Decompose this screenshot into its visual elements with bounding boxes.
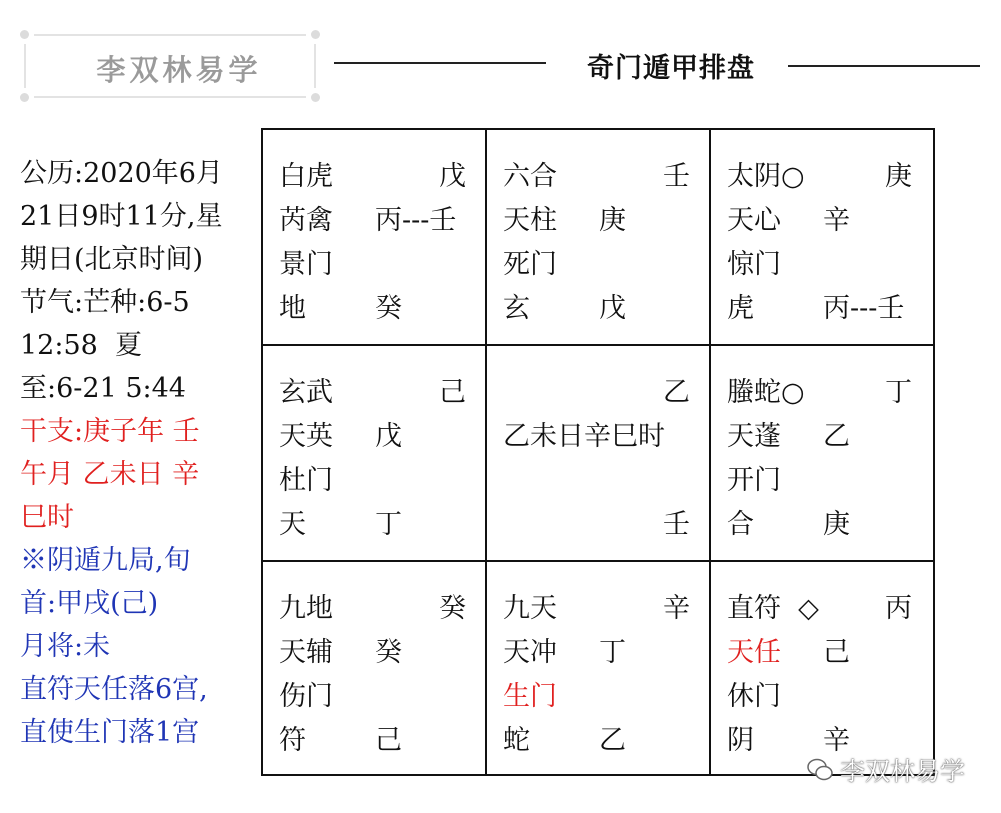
palace-heaven-stem: 乙 (663, 377, 690, 408)
palace-star: 天心 (727, 205, 781, 236)
palace-god: 螣蛇○ (727, 377, 805, 408)
palace-earth-stem: 辛 (823, 725, 850, 756)
info-line-ju: 月将:未 (20, 631, 111, 662)
info-line-ju: 直使生门落1宫 (20, 717, 200, 748)
palace-door: 死门 (503, 249, 557, 280)
palace-star-highlight: 天任 (727, 637, 781, 668)
palace-star: 天辅 (279, 637, 333, 668)
title-rule-right (788, 65, 980, 67)
palace-2 (709, 128, 933, 344)
palace-door: 景门 (279, 249, 333, 280)
palace-5-center (485, 344, 709, 560)
palace-god: 白虎 (279, 161, 333, 192)
watermark-text: 李双林易学 (840, 757, 966, 786)
info-panel (20, 152, 255, 754)
palace-earth-god: 玄 (503, 293, 530, 324)
palace-star-stem: 庚 (599, 205, 626, 236)
palace-7 (709, 344, 933, 560)
info-line-ganzhi: 午月 乙未日 辛 (20, 459, 200, 490)
palace-door-highlight: 生门 (503, 681, 557, 712)
palace-earth-stem: 戊 (599, 293, 626, 324)
palace-star-stem: 癸 (375, 637, 402, 668)
palace-heaven-stem: 丁 (885, 377, 912, 408)
brand-box (24, 34, 316, 98)
palace-earth-stem: 庚 (823, 509, 850, 540)
brand-text: 李双林易学 (96, 53, 262, 87)
palace-earth-god: 地 (279, 293, 306, 324)
palace-9 (485, 128, 709, 344)
wechat-icon (806, 756, 834, 784)
palace-earth-stem: 癸 (375, 293, 402, 324)
title-rule-left (334, 62, 546, 64)
info-line: 期日(北京时间) (20, 244, 204, 275)
palace-door: 休门 (727, 681, 781, 712)
palace-heaven-stem: 丙 (885, 593, 912, 624)
palace-god: 六合 (503, 161, 557, 192)
palace-4 (261, 128, 485, 344)
center-ganzhi: 乙未日辛巳时 (503, 421, 665, 452)
info-line-ganzhi: 干支:庚子年 壬 (20, 416, 200, 447)
info-line: 至:6-21 5:44 (20, 373, 186, 404)
palace-god: 九天 (503, 593, 557, 624)
palace-star-stem: 戊 (375, 421, 402, 452)
info-line: 12:58 夏 (20, 330, 142, 361)
palace-earth-god: 合 (727, 509, 754, 540)
palace-heaven-stem: 壬 (663, 161, 690, 192)
palace-earth-god: 天 (279, 509, 306, 540)
palace-star-stem: 辛 (823, 205, 850, 236)
page-title: 奇门遁甲排盘 (587, 53, 755, 84)
palace-earth-stem: 丁 (375, 509, 402, 540)
palace-heaven-stem: 戊 (439, 161, 466, 192)
palace-earth-god: 虎 (727, 293, 754, 324)
palace-earth-stem: 丙---壬 (823, 293, 905, 324)
palace-god: 直符 ◇ (727, 593, 819, 624)
info-line: 节气:芒种:6-5 (20, 287, 190, 318)
palace-star-stem: 丙---壬 (375, 205, 457, 236)
palace-3 (261, 344, 485, 560)
palace-earth-god: 符 (279, 725, 306, 756)
info-line-ju: 首:甲戌(己) (20, 588, 159, 619)
qimen-board (261, 128, 935, 776)
palace-8 (261, 560, 485, 776)
info-line-ju: ※阴遁九局,旬 (20, 545, 191, 576)
palace-star-stem: 丁 (599, 637, 626, 668)
palace-earth-god: 蛇 (503, 725, 530, 756)
palace-god: 玄武 (279, 377, 333, 408)
palace-1 (485, 560, 709, 776)
palace-star: 天冲 (503, 637, 557, 668)
palace-star-stem: 己 (823, 637, 850, 668)
palace-heaven-stem: 庚 (885, 161, 912, 192)
palace-god: 太阴○ (727, 161, 805, 192)
palace-star: 天英 (279, 421, 333, 452)
palace-star: 天柱 (503, 205, 557, 236)
info-line-ju: 直符天任落6宫, (20, 674, 208, 705)
palace-6 (709, 560, 933, 776)
palace-heaven-stem: 己 (439, 377, 466, 408)
palace-door: 开门 (727, 465, 781, 496)
info-line-ganzhi: 巳时 (20, 502, 74, 533)
palace-door: 惊门 (727, 249, 781, 280)
palace-door: 伤门 (279, 681, 333, 712)
info-line: 公历:2020年6月 (20, 158, 223, 189)
palace-god: 九地 (279, 593, 333, 624)
palace-earth-stem: 乙 (599, 725, 626, 756)
palace-heaven-stem: 辛 (663, 593, 690, 624)
grid-line (933, 128, 935, 776)
palace-star: 芮禽 (279, 205, 333, 236)
palace-star-stem: 乙 (823, 421, 850, 452)
palace-earth-stem: 己 (375, 725, 402, 756)
palace-earth-god: 阴 (727, 725, 754, 756)
palace-heaven-stem: 癸 (439, 593, 466, 624)
palace-door: 杜门 (279, 465, 333, 496)
palace-earth-stem: 壬 (663, 509, 690, 540)
info-line: 21日9时11分,星 (20, 201, 223, 232)
palace-star: 天蓬 (727, 421, 781, 452)
